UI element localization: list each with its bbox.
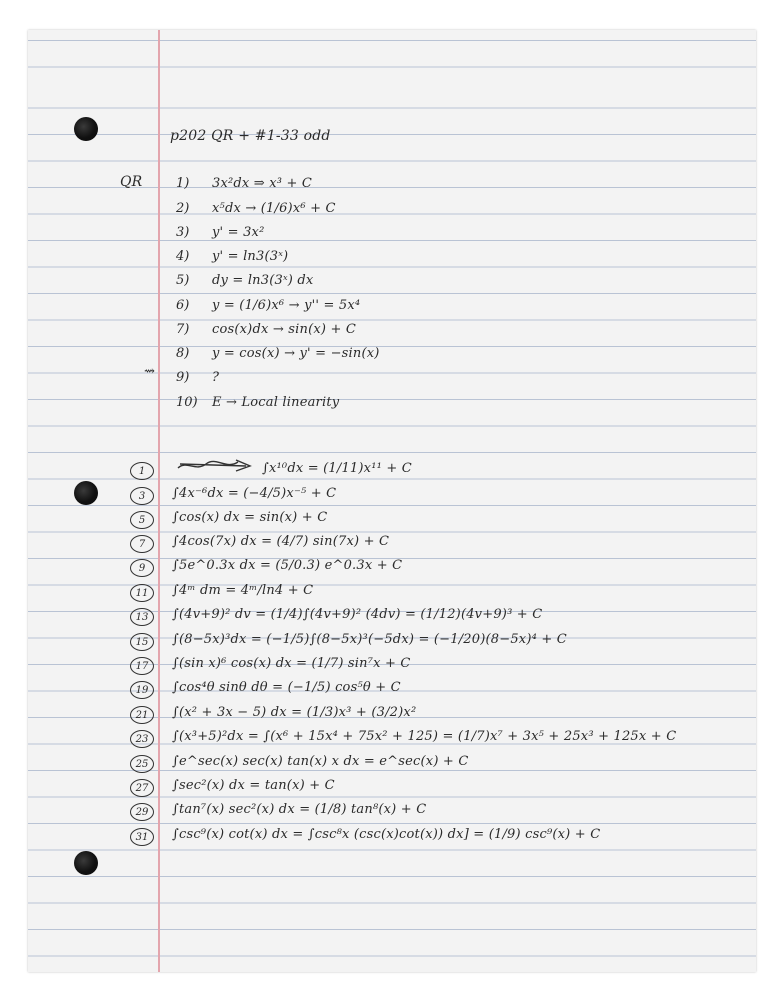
problem-number: 13 [130,608,154,626]
problem-number: 23 [130,730,154,748]
problem-number: 9 [130,559,154,577]
problem-number: 27 [130,779,154,797]
qr-label: QR [120,174,143,190]
problem-solution: ∫(sin x)⁶ cos(x) dx = (1/7) sin⁷x + C [172,656,411,671]
problem-solution: ∫cos(x) dx = sin(x) + C [172,510,328,525]
qr-item-answer: 3x²dx ⇒ x³ + C [212,176,313,191]
problem-number: 21 [130,706,154,724]
qr-item-answer: x⁵dx → (1/6)x⁶ + C [212,201,336,216]
problem-number: 11 [130,584,154,602]
problem-number: 1 [130,462,154,480]
qr-item-number: 6) [176,298,190,313]
qr-item-answer: E → Local linearity [212,395,340,410]
problem-solution: ∫5e^0.3x dx = (5/0.3) e^0.3x + C [172,558,403,573]
problem-solution: ∫4ᵐ dm = 4ᵐ/ln4 + C [172,583,314,598]
problem-number: 19 [130,681,154,699]
problem-solution: ∫x¹⁰dx = (1/11)x¹¹ + C [262,461,412,476]
qr-item-answer: cos(x)dx → sin(x) + C [212,322,357,337]
qr-item-number: 5) [176,273,190,288]
qr-item-answer: y = (1/6)x⁶ → y'' = 5x⁴ [212,298,361,313]
problem-number: 17 [130,657,154,675]
qr-item-answer: y = cos(x) → y' = −sin(x) [212,346,380,361]
qr-item-answer: dy = ln3(3ˣ) dx [212,273,314,288]
problem-solution: ∫cos⁴θ sinθ dθ = (−1/5) cos⁵θ + C [172,680,401,695]
problem-number: 5 [130,511,154,529]
binder-hole-top [74,117,98,141]
problem-solution: ∫(4v+9)² dv = (1/4)∫(4v+9)² (4dv) = (1/12)(4v+9)³ + C [172,607,543,622]
qr-item-answer: ? [212,370,220,385]
problem-solution: ∫(8−5x)³dx = (−1/5)∫(8−5x)³(−5dx) = (−1/20)(8−5x)⁴ + C [172,632,567,647]
problem-solution: ∫4cos(7x) dx = (4/7) sin(7x) + C [172,534,390,549]
problem-solution: ∫(x³+5)²dx = ∫(x⁶ + 15x⁴ + 75x² + 125) = (1/7)x⁷ + 3x⁵ + 25x³ + 125x + C [172,729,677,744]
page-header: p202 QR + #1-33 odd [170,128,331,144]
qr-item-number: 4) [176,249,190,264]
problem-solution: ∫csc⁹(x) cot(x) dx = ∫csc⁸x (csc(x)cot(x)) dx] = (1/9) csc⁹(x) + C [172,827,601,842]
star-mark-icon: ⇝ [144,364,156,379]
problem-solution: ∫(x² + 3x − 5) dx = (1/3)x³ + (3/2)x² [172,705,417,720]
problem-number: 7 [130,535,154,553]
qr-item-number: 7) [176,322,190,337]
problem-number: 29 [130,803,154,821]
problem-solution: ∫4x⁻⁶dx = (−4/5)x⁻⁵ + C [172,486,337,501]
qr-item-number: 1) [176,176,190,191]
problem-number: 3 [130,487,154,505]
problem-number: 15 [130,633,154,651]
qr-item-answer: y' = ln3(3ˣ) [212,249,289,264]
problem-number: 31 [130,828,154,846]
problem-solution: ∫tan⁷(x) sec²(x) dx = (1/8) tan⁸(x) + C [172,802,427,817]
qr-item-number: 2) [176,201,190,216]
problem-number: 25 [130,755,154,773]
binder-hole-middle [74,481,98,505]
problem-solution: ∫e^sec(x) sec(x) tan(x) x dx = e^sec(x) + C [172,754,469,769]
problem-solution: ∫sec²(x) dx = tan(x) + C [172,778,335,793]
margin-line [158,30,160,972]
qr-item-number: 3) [176,225,190,240]
qr-item-answer: y' = 3x² [212,225,265,240]
qr-item-number: 8) [176,346,190,361]
crossed-out-scribble [176,456,256,476]
qr-item-number: 9) [176,370,190,385]
qr-item-number: 10) [176,395,198,410]
binder-hole-bottom [74,851,98,875]
